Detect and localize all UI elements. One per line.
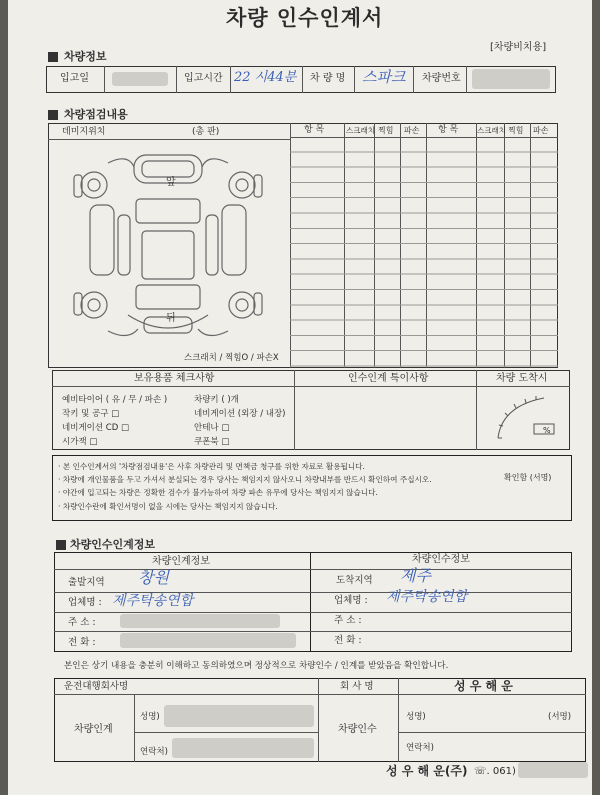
company-phone-redacted bbox=[518, 762, 588, 778]
damage-legend: 스크래치 / 찍힘O / 파손X bbox=[184, 353, 279, 363]
vehicle-info-heading: 차량정보 bbox=[64, 50, 107, 63]
company-from-label: 업체명 : bbox=[68, 597, 102, 608]
address-redacted bbox=[120, 614, 280, 628]
handover-name-label: 성명) bbox=[140, 712, 160, 722]
model-value: 스파크 bbox=[362, 68, 406, 86]
notice-line-3: · 차량인수란에 확인서명이 없을 시에는 당사는 책임지지 않습니다. bbox=[58, 502, 278, 511]
number-label: 차량번호 bbox=[422, 73, 461, 84]
supply-item-left-3: 시가잭 □ bbox=[62, 437, 98, 447]
phone-to-label: 전 화 : bbox=[334, 635, 362, 646]
document-page bbox=[8, 0, 592, 795]
receive-sign-label: (서명) bbox=[548, 712, 572, 722]
phone-from-label: 전 화 : bbox=[68, 637, 96, 648]
col-scratch-2: 스크래치 bbox=[477, 126, 506, 135]
handover-contact-label: 연락처) bbox=[140, 747, 168, 757]
company-from-value: 제주탁송연합 bbox=[112, 593, 194, 609]
fuel-gauge-icon bbox=[488, 388, 560, 444]
checklist-grid bbox=[290, 137, 558, 368]
from-title: 차량인계정보 bbox=[152, 556, 210, 567]
company-name-value: 성 우 해 운 bbox=[454, 679, 513, 693]
document-title: 차량 인수인계서 bbox=[226, 6, 384, 30]
in-time-label: 입고시간 bbox=[184, 73, 223, 84]
agreement-text: 본인은 상기 내용을 충분히 이해하고 동의하였으며 정상적으로 차량인수 / 인계를 받았음을 확인합니다. bbox=[64, 661, 449, 671]
col-scratch-1: 스크래치 bbox=[346, 126, 375, 135]
section-bullet bbox=[48, 110, 58, 120]
front-label: 앞 bbox=[166, 177, 176, 188]
company-name-label: 회 사 명 bbox=[340, 681, 374, 692]
company-phone-prefix: ☏. 061) bbox=[474, 766, 516, 777]
damage-total-label: (총 판) bbox=[192, 127, 220, 137]
section-bullet bbox=[48, 52, 58, 62]
fuel-title: 차량 도착시 bbox=[496, 373, 548, 384]
supply-item-left-2: 네비게이션 CD □ bbox=[62, 423, 129, 433]
company-to-label: 업체명 : bbox=[334, 595, 368, 606]
section-bullet bbox=[56, 540, 66, 550]
arrive-value: 제주 bbox=[400, 566, 431, 585]
handover-label: 차량인계 bbox=[74, 724, 113, 735]
col-dent-1: 찍힘 bbox=[378, 126, 394, 135]
to-title: 차량인수정보 bbox=[412, 554, 470, 565]
col-dent-2: 찍힘 bbox=[508, 126, 524, 135]
supplies-title: 보유용품 체크사항 bbox=[134, 373, 215, 384]
company-stamp-name: 성 우 해 운(주) bbox=[386, 764, 468, 778]
address-from-label: 주 소 : bbox=[68, 617, 96, 628]
supply-item-right-2: 안테나 □ bbox=[194, 423, 230, 433]
company-to-value: 제주탁송연합 bbox=[386, 589, 468, 605]
driver-company-label: 운전대행회사명 bbox=[64, 681, 129, 692]
phone-redacted bbox=[120, 633, 296, 648]
handover-name-redacted bbox=[164, 705, 314, 727]
supply-item-right-3: 쿠폰북 □ bbox=[194, 437, 230, 447]
receive-label: 차량인수 bbox=[338, 724, 377, 735]
inspection-heading: 차량점검내용 bbox=[64, 108, 128, 121]
plate-redacted bbox=[472, 69, 550, 89]
col-item-2: 항 목 bbox=[438, 125, 459, 135]
notice-line-2: · 야간에 입고되는 차량은 정확한 검수가 불가능하여 차량 파손 유무에 당사는 책임지지 않습니다. bbox=[58, 488, 378, 497]
rear-label: 뒤 bbox=[166, 313, 176, 324]
in-date-label: 입고일 bbox=[60, 73, 89, 84]
in-time-value: 22 시44분 bbox=[234, 70, 297, 85]
supply-item-left-1: 작키 및 공구 □ bbox=[62, 409, 120, 419]
receive-name-label: 성명) bbox=[406, 712, 426, 722]
address-to-label: 주 소 : bbox=[334, 615, 362, 626]
notice-line-0: · 본 인수인계서의 '차량점검내용'은 사후 차량관리 및 면책금 청구를 위한 자료로 활용됩니다. bbox=[58, 462, 365, 471]
supply-item-right-0: 차량키 ( )개 bbox=[194, 395, 239, 405]
handover-contact-redacted bbox=[172, 738, 314, 758]
in-date-redacted bbox=[112, 72, 168, 86]
col-broken-2: 파손 bbox=[533, 126, 549, 135]
handover-notes-title: 인수인계 특이사항 bbox=[348, 373, 429, 384]
notice-line-1: · 차량에 개인물품을 두고 가셔서 분실되는 경우 당사는 책임지지 않사오니 차량내부를 반드시 확인하여 주십시오. bbox=[58, 475, 432, 484]
copy-label: [차량비치용] bbox=[490, 42, 547, 53]
transfer-heading: 차량인수인계정보 bbox=[70, 538, 156, 551]
confirm-signature-label: 확인함 (서명) bbox=[504, 473, 552, 482]
supply-item-left-0: 예비타이어 ( 유 / 무 / 파손 ) bbox=[62, 395, 168, 405]
col-item-1: 항 목 bbox=[304, 125, 325, 135]
arrive-label: 도착지역 bbox=[336, 575, 373, 586]
fuel-percent: % bbox=[543, 426, 551, 435]
supply-item-right-1: 네비게이션 (외장 / 내장) bbox=[194, 409, 286, 419]
depart-label: 출발지역 bbox=[68, 577, 105, 588]
receive-contact-label: 연락처) bbox=[406, 743, 434, 753]
col-broken-1: 파손 bbox=[404, 126, 420, 135]
depart-value: 창원 bbox=[138, 568, 169, 587]
model-label: 차 량 명 bbox=[310, 73, 346, 84]
damage-location-label: 데미지위치 bbox=[62, 127, 106, 137]
